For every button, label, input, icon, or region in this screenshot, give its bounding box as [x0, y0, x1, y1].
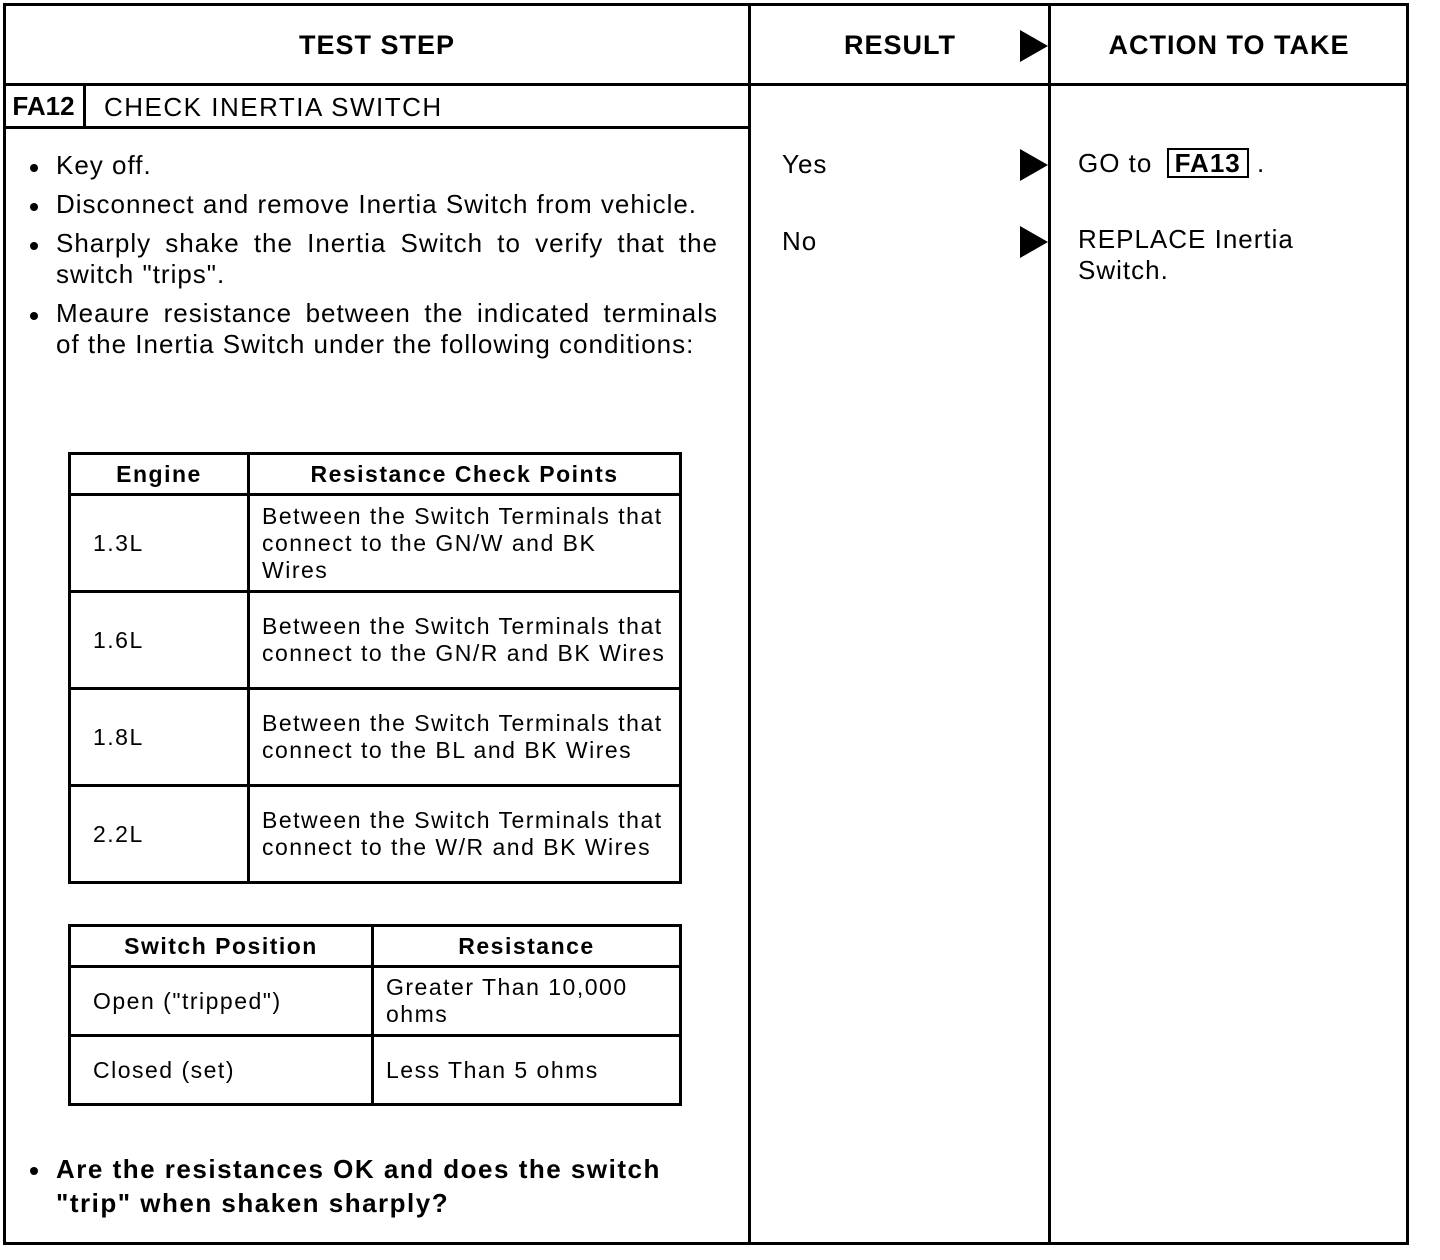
list-item: Key off. [28, 150, 718, 181]
table-row [70, 592, 681, 689]
column-header-resistance: Resistance [373, 926, 681, 967]
column-header-engine: Engine [70, 454, 249, 495]
step-reference-link[interactable]: FA13 [1167, 148, 1249, 178]
column-divider-test-result [748, 3, 751, 1245]
table-row [70, 967, 681, 1036]
switch-resistance-table [68, 924, 682, 1106]
check-points-cell: Between the Switch Terminals that connect to the BL and BK Wires [249, 689, 681, 786]
header-test-step: TEST STEP [298, 30, 456, 60]
table-row [70, 786, 681, 883]
result-yes-arrow-icon [1020, 149, 1048, 181]
step-code: FA12 [4, 86, 86, 126]
check-points-cell: Between the Switch Terminals that connect to the GN/R and BK Wires [249, 592, 681, 689]
step-question: Are the resistances OK and does the switch "trip" when shaken sharply? [28, 1152, 718, 1220]
step-title-divider [3, 126, 751, 129]
list-item: Meaure resistance between the indicated terminals of the Inertia Switch under the following conditions: [28, 298, 718, 360]
step-title: CHECK INERTIA SWITCH [104, 92, 443, 122]
switch-position-cell: Closed (set) [70, 1036, 373, 1105]
engine-resistance-table [68, 452, 682, 884]
header-arrow-icon [1020, 30, 1048, 62]
engine-cell: 1.6L [70, 592, 249, 689]
header-action: ACTION TO TAKE [1108, 30, 1350, 60]
column-header-check-points: Resistance Check Points [249, 454, 681, 495]
action-no: REPLACE Inertia Switch. [1078, 224, 1294, 285]
result-yes: Yes [782, 149, 828, 179]
instruction-list [28, 150, 718, 368]
engine-cell: 1.8L [70, 689, 249, 786]
switch-position-cell: Open ("tripped") [70, 967, 373, 1036]
action-yes-prefix: GO to [1078, 148, 1153, 178]
column-header-switch-position: Switch Position [70, 926, 373, 967]
list-item: Disconnect and remove Inertia Switch from vehicle. [28, 189, 718, 220]
result-no-arrow-icon [1020, 226, 1048, 258]
table-row [70, 495, 681, 592]
result-no: No [782, 226, 818, 256]
action-yes-suffix: . [1256, 148, 1266, 178]
resistance-cell: Less Than 5 ohms [373, 1036, 681, 1105]
action-yes [1078, 148, 1265, 179]
engine-cell: 1.3L [70, 495, 249, 592]
check-points-cell: Between the Switch Terminals that connect to the GN/W and BK Wires [249, 495, 681, 592]
table-row [70, 689, 681, 786]
column-divider-result-action [1048, 3, 1051, 1245]
check-points-cell: Between the Switch Terminals that connect to the W/R and BK Wires [249, 786, 681, 883]
engine-cell: 2.2L [70, 786, 249, 883]
table-row [70, 1036, 681, 1105]
list-item: Sharply shake the Inertia Switch to verify that the switch "trips". [28, 228, 718, 290]
resistance-cell: Greater Than 10,000 ohms [373, 967, 681, 1036]
header-result: RESULT [844, 30, 956, 60]
